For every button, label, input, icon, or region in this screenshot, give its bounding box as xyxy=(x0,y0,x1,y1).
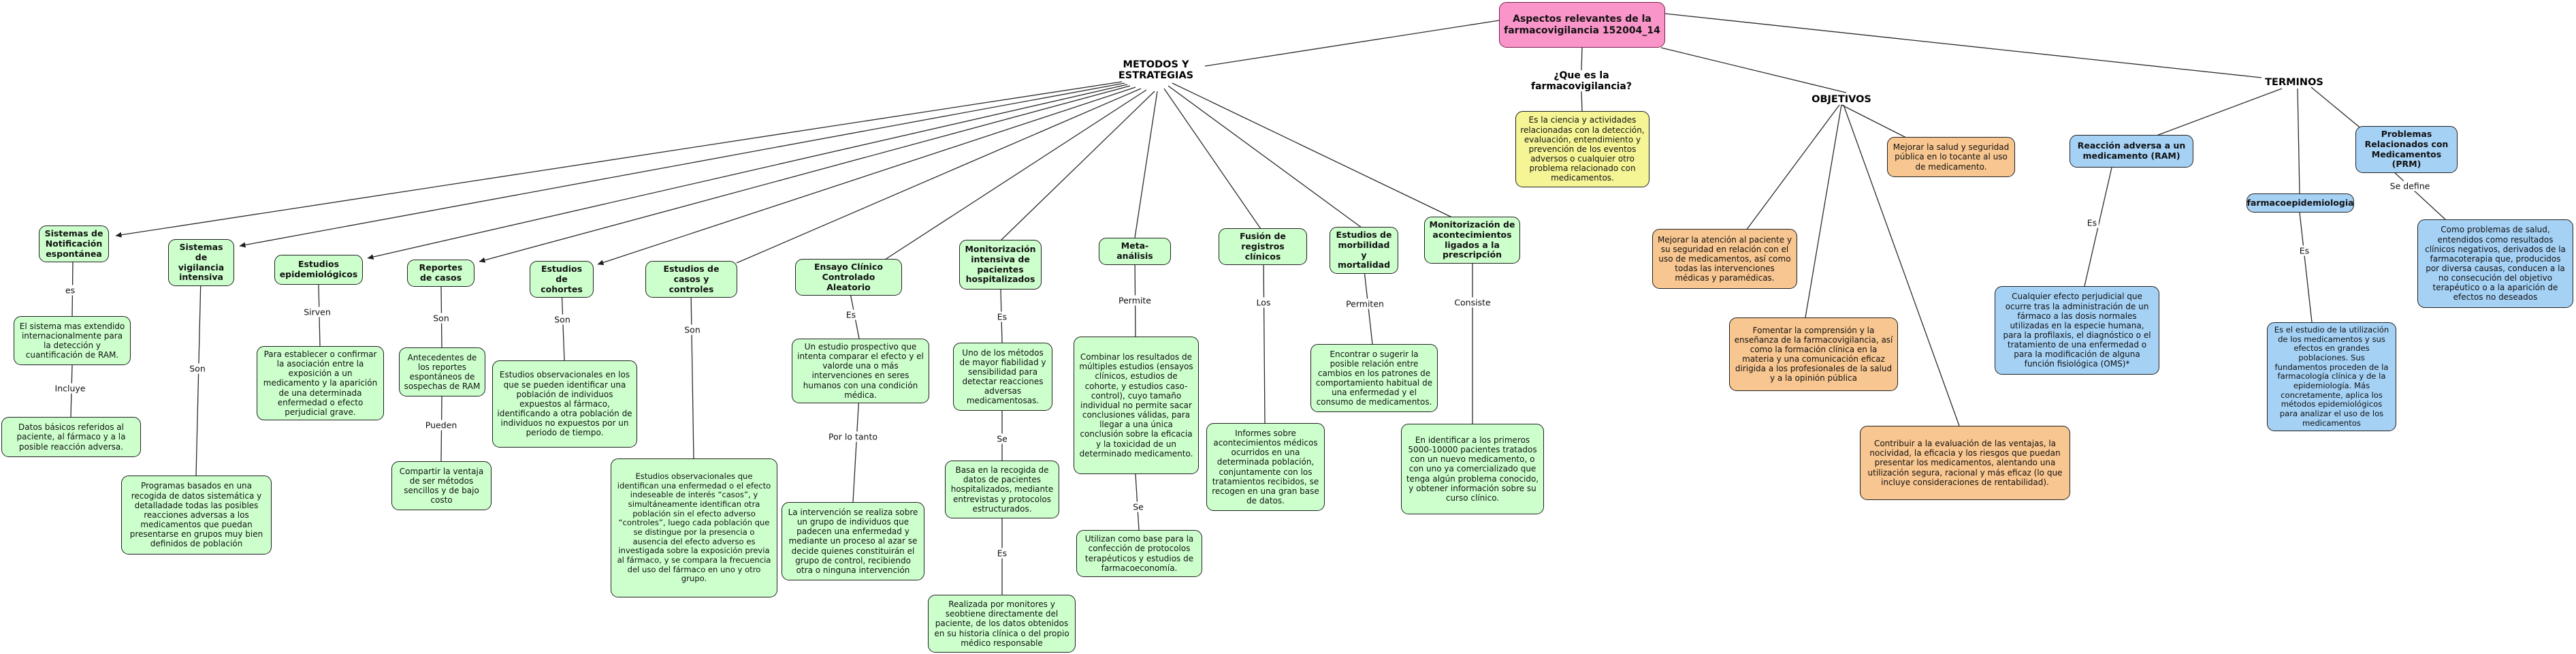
node-estudios-de-cohortes[interactable]: Estudios de cohortes xyxy=(530,261,594,298)
node-definicion-prm[interactable]: Como problemas de salud, entendidos como resultados clínicos negativos, derivados de la farmacoterapia que, producidos por diversa causas, conducen a la no consecución del objetivo terapéutico o a la aparición de efectos no deseados xyxy=(2417,219,2573,308)
node-reportes-de-casos[interactable]: Reportes de casos xyxy=(407,260,474,287)
node-estudios-observacionales-cohortes[interactable]: Estudios observacionales en los que se pueden identificar una población de individuos expuestos al fármaco, identificando a otra población de individuos no expuestos por un periodo de tiempo. xyxy=(492,360,637,448)
node-objetivo-atencion-paciente[interactable]: Mejorar la atención al paciente y su seguridad en relación con el uso de medicamentos, así como todas las intervenciones médicas y paramédicas. xyxy=(1652,229,1797,289)
link-label-se[interactable]: Se xyxy=(995,434,1010,444)
label-terminos[interactable]: TERMINOS xyxy=(2265,77,2323,88)
link-label-se-define[interactable]: Se define xyxy=(2388,181,2432,191)
label-objetivos[interactable]: OBJETIVOS xyxy=(1812,94,1871,105)
node-basa-recogida-datos[interactable]: Basa en la recogida de datos de pacientes hospitalizados, mediante entrevistas y protocolos estructurados. xyxy=(945,461,1059,518)
node-datos-basicos[interactable]: Datos básicos referidos al paciente, al fármaco y a la posible reacción adversa. xyxy=(1,417,141,457)
node-estudios-morbilidad-mortalidad[interactable]: Estudios de morbilidad y mortalidad xyxy=(1330,227,1398,274)
link-label-por-lo-tanto[interactable]: Por lo tanto xyxy=(826,432,880,442)
node-establecer-confirmar-asociacion[interactable]: Para establecer o confirmar la asociación entre la exposición a un medicamento y la aparición de una determinada enfermedad o efecto perjudicial grave. xyxy=(257,346,384,420)
node-farmacoepidemiologia[interactable]: farmacoepidemiologia xyxy=(2247,193,2354,213)
node-estudios-casos-y-controles[interactable]: Estudios de casos y controles xyxy=(645,261,737,298)
node-objetivo-salud-publica[interactable]: Mejorar la salud y seguridad pública en lo tocante al uso de medicamento. xyxy=(1887,137,2015,177)
node-compartir-ventaja[interactable]: Compartir la ventaja de ser métodos sencillos y de bajo costo xyxy=(391,461,492,510)
link-label-se-meta[interactable]: Se xyxy=(1131,502,1146,512)
node-definicion-ram[interactable]: Cualquier efecto perjudicial que ocurre tras la administración de un fármaco a las dosis normales utilizadas en la especie humana, para la profilaxis, el diagnóstico o el tratamiento de una enfermedad o para la modificación de alguna función fisiológica (OMS)* xyxy=(1995,286,2159,375)
node-monitorizacion-acontecimientos-prescripcion[interactable]: Monitorización de acontecimientos ligados a la prescripción xyxy=(1424,217,1520,264)
node-identificar-primeros-pacientes[interactable]: En identificar a los primeros 5000-10000 pacientes tratados con un nuevo medicamento, o con uno ya comercializado que tenga algún problema conocido, y obtener información sobre su curso clínico. xyxy=(1401,424,1544,514)
node-sistemas-vigilancia-intensiva[interactable]: Sistemas de vigilancia intensiva xyxy=(168,239,234,286)
label-que-es-la-farmacovigilancia[interactable]: ¿Que es la farmacovigilancia? xyxy=(1530,70,1632,92)
link-label-es-realizada[interactable]: Es xyxy=(995,548,1009,559)
link-label-los[interactable]: Los xyxy=(1255,298,1273,308)
link-label-pueden[interactable]: Pueden xyxy=(423,420,459,431)
link-label-consiste[interactable]: Consiste xyxy=(1452,298,1492,308)
node-estudios-epidemiologicos[interactable]: Estudios epidemiológicos xyxy=(274,255,363,285)
node-sistema-mas-extendido[interactable]: El sistema mas extendido internacionalmente para la detección y cuantificación de RAM. xyxy=(14,316,131,365)
link-label-permite[interactable]: Permite xyxy=(1116,296,1153,306)
link-label-son-vigilancia[interactable]: Son xyxy=(187,364,208,374)
node-metodos-mayor-fiabilidad[interactable]: Uno de los métodos de mayor fiabilidad y sensibilidad para detectar reacciones adversas medicamentosas. xyxy=(953,343,1052,411)
node-meta-analisis[interactable]: Meta-análisis xyxy=(1099,238,1171,265)
link-label-permiten[interactable]: Permiten xyxy=(1344,299,1386,309)
node-definicion-farmacovigilancia[interactable]: Es la ciencia y actividades relacionadas con la detección, evaluación, entendimiento y prevención de los eventos adversos o cualquier otro problema relacionado con medicamentos. xyxy=(1515,111,1649,187)
node-estudio-prospectivo[interactable]: Un estudio prospectivo que intenta comparar el efecto y el valorde una o más intervenciones en seres humanos con una condición médica. xyxy=(792,339,929,403)
link-label-es-ensayo[interactable]: Es xyxy=(844,310,858,320)
link-label-es-ram[interactable]: Es xyxy=(2085,218,2099,228)
node-monitorizacion-intensiva-hospitalizados[interactable]: Monitorización intensiva de pacientes hospitalizados xyxy=(959,240,1042,290)
node-estudios-observacionales-casos-controles[interactable]: Estudios observacionales que identifican una enfermedad o el efecto indeseable de interés “casos”, y simultáneamente identifican otra población sin el efecto adverso “controles”, luego cada población que se distingue por la presencia o ausencia del efecto adverso es investigada sobre la exposición previa al fármaco, y se compara la frecuencia del uso del fármaco en uno y otro grupo. xyxy=(611,458,777,597)
node-combinar-resultados[interactable]: Combinar los resultados de múltiples estudios (ensayos clínicos, estudios de cohorte, y estudios caso-control), cuyo tamaño individual no permite sacar conclusiones válidas, para llegar a una única conclusión sobre la eficacia y la toxicidad de un determinado medicamento. xyxy=(1074,337,1199,474)
link-label-es-monitorizacion[interactable]: Es xyxy=(995,312,1009,322)
node-reaccion-adversa-ram[interactable]: Reacción adversa a un medicamento (RAM) xyxy=(2070,135,2193,168)
link-label-son-cohortes[interactable]: Son xyxy=(552,315,573,325)
node-fusion-registros-clinicos[interactable]: Fusión de registros clínicos xyxy=(1219,228,1307,265)
node-objetivo-contribuir-evaluacion[interactable]: Contribuir a la evaluación de las ventajas, la nocividad, la eficacia y los riesgos que puedan presentar los medicamentos, alentando una utilización segura, racional y más eficaz (lo que incluye consideraciones de rentabilidad). xyxy=(1860,426,2070,500)
node-la-intervencion-se-realiza[interactable]: La intervención se realiza sobre un grupo de individuos que padecen una enfermedad y mediante un proceso al azar se decide quienes constituirán el grupo de control, recibiendo otra o ninguna intervención xyxy=(782,502,924,580)
link-label-son-casos-controles[interactable]: Son xyxy=(682,325,703,335)
link-label-es[interactable]: es xyxy=(63,285,77,296)
link-label-incluye[interactable]: Incluye xyxy=(53,384,88,394)
link-label-sirven[interactable]: Sirven xyxy=(302,307,333,317)
node-sistemas-notificacion-espontanea[interactable]: Sistemas de Notificación espontánea xyxy=(39,225,109,262)
node-informes-acontecimientos[interactable]: Informes sobre acontecimientos médicos ocurridos en una determinada población, conjuntamente con los tratamientos recibidos, se recogen en una gran base de datos. xyxy=(1206,423,1325,511)
node-root-title[interactable]: Aspectos relevantes de la farmacovigilancia 152004_14 xyxy=(1499,2,1665,48)
node-encontrar-sugerir-relacion[interactable]: Encontrar o sugerir la posible relación entre cambios en los patrones de comportamiento habitual de una enfermedad y el consumo de medicamentos. xyxy=(1310,344,1438,412)
node-antecedentes-reportes[interactable]: Antecedentes de los reportes espontáneos de sospechas de RAM xyxy=(399,347,485,396)
node-ensayo-clinico-controlado-aleatorio[interactable]: Ensayo Clínico Controlado Aleatorio xyxy=(795,259,902,296)
node-realizada-por-monitores[interactable]: Realizada por monitores y seobtiene directamente del paciente, de los datos obtenidos en su historia clínica o del propio médico responsable xyxy=(928,595,1076,653)
node-utilizan-como-base[interactable]: Utilizan como base para la confección de protocolos terapéuticos y estudios de farmacoeconomía. xyxy=(1076,530,1202,577)
link-label-son-reportes[interactable]: Son xyxy=(431,313,451,324)
node-definicion-farmacoepidemiologia[interactable]: Es el estudio de la utilización de los medicamentos y sus efectos en grandes poblaciones. Sus fundamentos proceden de la farmacología clínica y de la epidemiología. Más concretamente, aplica los métodos epidemiológicos para analizar el uso de los medicamentos xyxy=(2267,322,2396,431)
link-label-es-farmacoepidemiologia[interactable]: Es xyxy=(2298,246,2311,256)
label-metodos-y-estrategias[interactable]: METODOS Y ESTRATEGIAS xyxy=(1118,59,1194,81)
node-objetivo-fomentar-comprension[interactable]: Fomentar la comprensión y la enseñanza de la farmacovigilancia, así como la formación clínica en la materia y una comunicación eficaz dirigida a los profesionales de la salud y a la opinión pública xyxy=(1729,317,1898,391)
node-programas-recogida-datos[interactable]: Programas basados en una recogida de datos sistemática y detalladade todas las posibles reacciones adversas a los medicamentos que puedan presentarse en grupos muy bien definidos de población xyxy=(121,476,272,555)
node-problemas-relacionados-medicamentos-prm[interactable]: Problemas Relacionados con Medicamentos (PRM) xyxy=(2355,126,2458,173)
